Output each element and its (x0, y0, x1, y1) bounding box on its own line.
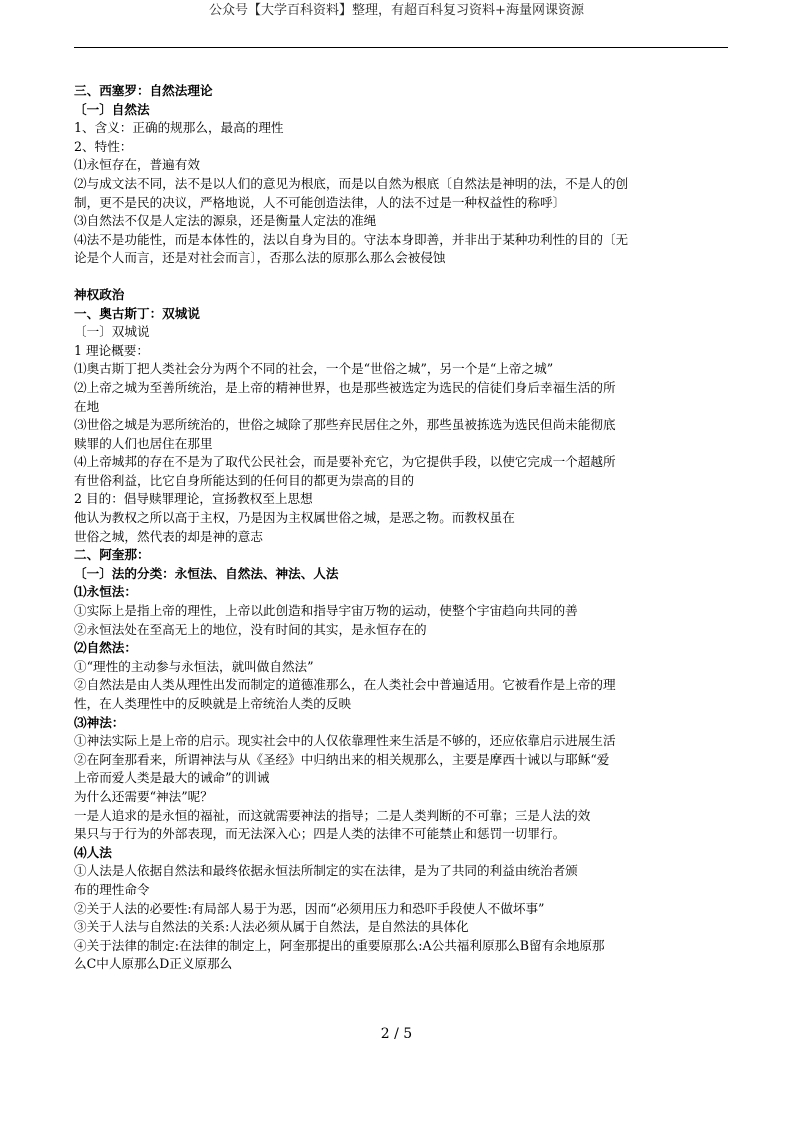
text-line: ④关于法律的制定:在法律的制定上，阿奎那提出的重要原那么:A公共福利原那么B留有余地原那 (74, 937, 605, 953)
heading-line: 二、阿奎那： (74, 547, 150, 563)
text-line: 2 目的：倡导赎罪理论，宣扬教权至上思想 (74, 491, 313, 507)
heading-line: ⑶神法： (74, 714, 125, 730)
document-body (74, 82, 730, 974)
heading-line: ⑷人法 (74, 844, 112, 860)
heading-line: 〔一〕自然法 (74, 101, 150, 117)
text-line: 世俗之城，然代表的却是神的意志 (74, 528, 263, 544)
text-line: ⑶世俗之城是为恶所统治的，世俗之城除了那些弃民居住之外，那些虽被拣选为选民但尚未能彻底 (74, 417, 616, 433)
heading-line: ⑴永恒法： (74, 584, 137, 600)
text-line: ⑴永恒存在，普遍有效 (74, 157, 200, 173)
text-line: 赎罪的人们也居住在那里 (74, 435, 213, 451)
text-line: ②在阿奎那看来，所谓神法与从《圣经》中归纳出来的相关规那么，主要是摩西十诫以与耶稣“爱 (74, 751, 610, 767)
header-divider (74, 47, 728, 48)
paragraph-gap (74, 268, 730, 286)
text-line: 论是个人而言，还是对社会而言〕，否那么法的原那么那么会被侵蚀 (74, 250, 446, 266)
text-line: 1、含义：正确的规那么，最高的理性 (74, 120, 284, 136)
text-line: 为什么还需要“神法”呢？ (74, 788, 213, 804)
text-line: ③关于人法与自然法的关系:人法必须从属于自然法，是自然法的具体化 (74, 919, 469, 935)
text-line: ①神法实际上是上帝的启示。现实社会中的人仅依靠理性来生活是不够的，还应依靠启示进展生活 (74, 733, 616, 749)
text-line: 布的理性命令 (74, 881, 150, 897)
text-line: ⑷法不是功能性，而是本体性的，法以自身为目的。守法本身即善，并非出于某种功利性的目的〔无 (74, 231, 629, 247)
text-line: 上帝而爱人类是最大的诫命”的训诫 (74, 770, 270, 786)
text-line: 2、特性： (74, 138, 133, 154)
text-line: 在地 (74, 398, 100, 414)
text-line: ⑷上帝城邦的存在不是为了取代公民社会，而是要补充它，为它提供手段，以使它完成一个超越所 (74, 454, 616, 470)
text-line: 一是人追求的是永恒的福祉，而这就需要神法的指导；二是人类判断的不可靠；三是人法的效 (74, 807, 591, 823)
text-line: 制，更不是民的决议，严格地说，人不可能创造法律，人的法不过是一种权益性的称呼〕 (74, 194, 566, 210)
heading-line: 〔一〕法的分类：永恒法、自然法、神法、人法 (74, 565, 339, 581)
heading-line: ⑵自然法： (74, 640, 137, 656)
text-line: 1 理论概要： (74, 342, 149, 358)
text-line: ①人法是人依据自然法和最终依据永恒法所制定的实在法律，是为了共同的利益由统治者颁 (74, 863, 578, 879)
text-line: 〔一〕双城说 (74, 324, 150, 340)
text-line: ②关于人法的必要性:有局部人易于为恶，因而“必须用压力和恐吓手段使人不做坏事” (74, 900, 545, 916)
page-number: 2 / 5 (380, 1026, 413, 1042)
text-line: ②永恒法处在至高无上的地位，没有时间的其实，是永恒存在的 (74, 621, 427, 637)
heading-line: 一、奥古斯丁：双城说 (74, 305, 200, 321)
text-line: 么C中人原那么D正义原那么 (74, 956, 233, 972)
page-header: 公众号【大学百科资料】整理，有超百科复习资料+海量网课资源 (209, 3, 584, 18)
heading-line: 神权政治 (74, 286, 125, 302)
text-line: ②自然法是由人类从理性出发而制定的道德准那么，在人类社会中普遍适用。它被看作是上帝的理 (74, 677, 616, 693)
text-line: 有世俗利益，比它自身所能达到的任何目的都更为崇高的目的 (74, 472, 415, 488)
text-line: ⑴奥古斯丁把人类社会分为两个不同的社会，一个是“世俗之城”，另一个是“上帝之城” (74, 361, 554, 377)
text-line: 果只与于行为的外部表现，而无法深入心；四是人类的法律不可能禁止和惩罚一切罪行。 (74, 826, 566, 842)
text-line: ①“理性的主动参与永恒法，就叫做自然法” (74, 658, 314, 674)
text-line: ⑵与成文法不同，法不是以人们的意见为根底，而是以自然为根底〔自然法是神明的法，不是人的创 (74, 175, 629, 191)
text-line: ⑵上帝之城为至善所统治，是上帝的精神世界，也是那些被选定为选民的信徒们身后幸福生活的所 (74, 379, 616, 395)
heading-line: 三、西塞罗：自然法理论 (74, 83, 213, 98)
text-line: ①实际上是指上帝的理性，上帝以此创造和指导宇宙万物的运动，使整个宇宙趋向共同的善 (74, 603, 578, 619)
text-line: 他认为教权之所以高于主权，乃是因为主权属世俗之城，是恶之物。而教权虽在 (74, 510, 515, 526)
text-line: ⑶自然法不仅是人定法的源泉，还是衡量人定法的准绳 (74, 213, 377, 229)
text-line: 性，在人类理性中的反映就是上帝统治人类的反映 (74, 696, 352, 711)
